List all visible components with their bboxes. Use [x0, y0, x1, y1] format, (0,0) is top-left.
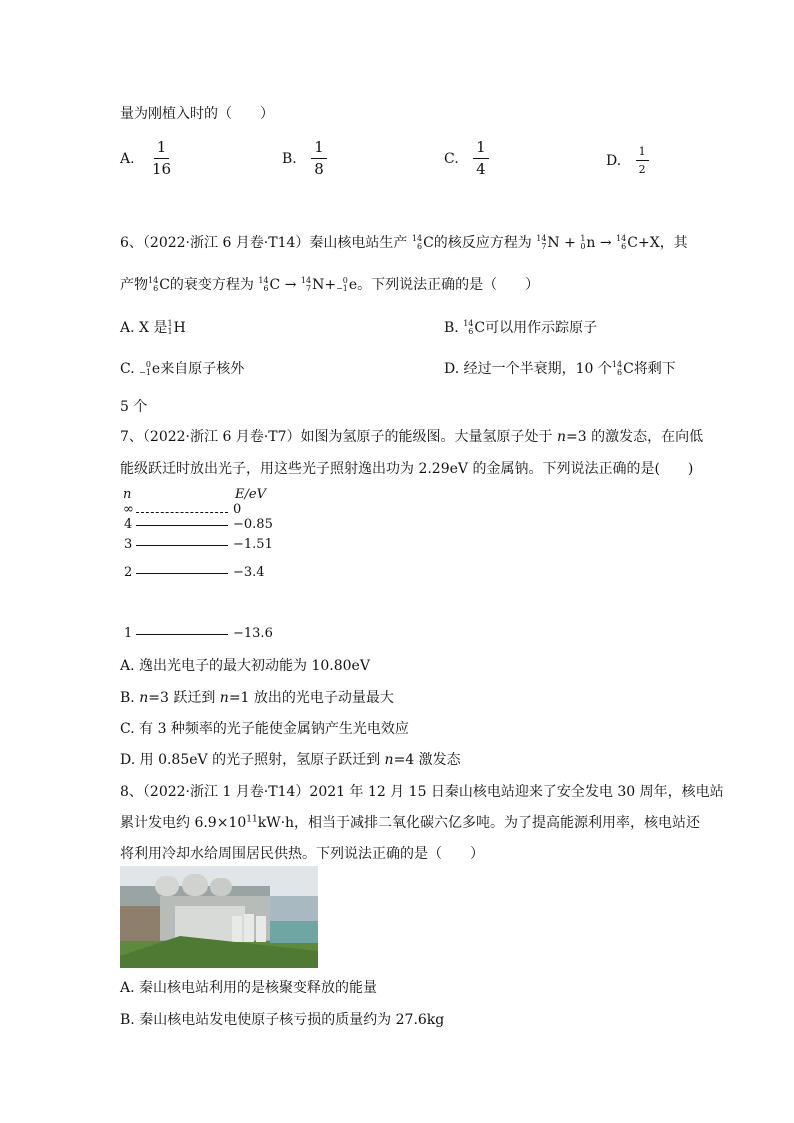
q6-option-b — [444, 317, 597, 337]
denominator: 2 — [638, 163, 646, 176]
question-number: 6、 — [120, 235, 143, 251]
q6-text: 的衰变方程为 — [169, 277, 254, 293]
q7-text: =3 的激发态，在向低 — [566, 429, 704, 445]
q6-option-c-text: 来自原子核外 — [160, 361, 245, 377]
q5-option-b-label: B. — [282, 150, 297, 167]
level-energy-label: −13.6 — [233, 626, 273, 641]
q6-stem-line1: 6、（2022·浙江 6 月卷·T14）秦山核电站生产 14 6 C的核反应方程为 14 7 N + 1 0 n → 14 6 C+X，其 — [120, 234, 688, 251]
q5-option-d-fraction — [636, 146, 649, 175]
q6-option-c-label: C. — [120, 361, 135, 377]
q7-option-a: A. 逸出光电子的最大初动能为 10.80eV — [120, 658, 370, 674]
neutron: 1 0 n — [580, 234, 596, 251]
c14-nuclide: 14 6 C — [411, 234, 434, 251]
numerator: 1 — [473, 140, 489, 159]
q8-text: 2021 年 12 月 15 日秦山核电站迎来了安全发电 30 周年，核电站 — [309, 784, 724, 800]
c14-nuclide: 14 6 C — [148, 276, 170, 293]
q6-text: 的核反应方程为 — [433, 235, 532, 251]
electron: 0 −1 e — [336, 276, 358, 293]
q5-option-c — [444, 140, 489, 177]
q5-stem-tail: 量为刚植入时的（ ） — [120, 106, 274, 122]
level-n-label: 2 — [124, 565, 133, 580]
level-line-1 — [136, 634, 228, 635]
nuclear-plant-illustration — [120, 866, 318, 968]
numerator: 1 — [154, 140, 170, 159]
q6-stem-line2: 产物 14 6 C的衰变方程为 14 6 C → 14 7 N+ 0 −1 e。下列说法正确的是（ ） — [120, 276, 540, 293]
q6-option-a-text: A. X 是 — [120, 320, 168, 336]
q8-stem-line3: 将利用冷却水给周围居民供热。下列说法正确的是（ ） — [120, 846, 484, 862]
question-number: 8、 — [120, 784, 143, 800]
n-variable: n — [556, 429, 566, 445]
c14-nuclide: 14 6 C — [258, 276, 281, 293]
level-n-label: ∞ — [123, 502, 134, 517]
q6-option-a — [120, 317, 186, 337]
question-source: （2022·浙江 6 月卷·T14） — [142, 235, 310, 251]
question-number: 7、 — [120, 429, 143, 445]
q5-option-b — [282, 140, 327, 177]
q8-stem-line1 — [120, 781, 724, 801]
q6-text: 产物 — [120, 277, 148, 293]
level-energy-label: −1.51 — [233, 537, 273, 552]
level-line-2 — [136, 573, 228, 574]
q5-option-c-label: C. — [444, 150, 459, 167]
q5-option-a-fraction — [149, 140, 174, 177]
q5-option-b-fraction — [311, 140, 327, 177]
q6-option-d-text: D. 经过一个半衰期，10 个 — [444, 361, 612, 377]
question-source: （2022·浙江 6 月卷·T7） — [142, 429, 301, 445]
q5-option-c-fraction — [473, 140, 489, 177]
numerator: 1 — [311, 140, 327, 159]
q6-text: 。下列说法正确的是（ ） — [357, 277, 540, 293]
q6-text: 秦山核电站生产 — [309, 235, 408, 251]
q8-text: 累计发电约 6.9×10 — [120, 815, 247, 831]
q7-option-c: C. 有 3 种频率的光子能使金属钠产生光电效应 — [120, 721, 409, 737]
energy-axis-header: E/eV — [235, 487, 266, 502]
q6-option-d — [444, 358, 676, 378]
nuclear-plant-photo — [120, 866, 318, 968]
level-energy-label: 0 — [233, 502, 242, 517]
question-source: （2022·浙江 1 月卷·T14） — [142, 784, 310, 800]
q6-option-d-text: 将剩下 — [633, 361, 676, 377]
denominator: 4 — [476, 160, 486, 178]
q7-text: =4 激发态 — [393, 752, 461, 768]
c14-nuclide: 14 6 C — [463, 319, 486, 336]
electron: 0 −1 e — [139, 360, 161, 377]
q6-option-b-text: 可以用作示踪原子 — [485, 320, 598, 336]
q8-option-a: A. 秦山核电站利用的是核聚变释放的能量 — [120, 980, 378, 996]
level-n-label: 4 — [124, 517, 133, 532]
level-line-3 — [136, 545, 228, 546]
numerator: 1 — [636, 146, 649, 161]
q5-option-a-label: A. — [120, 150, 135, 167]
q6-text: ，其 — [659, 235, 688, 251]
q8-option-b: B. 秦山核电站发电使原子核亏损的质量约为 27.6kg — [120, 1012, 445, 1028]
denominator: 16 — [152, 160, 172, 178]
q8-stem-line2 — [120, 812, 700, 832]
n14-nuclide: 14 7 N — [300, 276, 325, 293]
q7-text: 如图为氢原子的能级图。大量氢原子处于 — [300, 429, 557, 445]
q6-option-c — [120, 358, 244, 378]
h1-nuclide: 1 1 H — [167, 319, 186, 336]
level-energy-label: −3.4 — [233, 565, 265, 580]
q7-text: =1 放出的光电子动量最大 — [228, 690, 394, 706]
n-axis-header: n — [123, 487, 132, 502]
n14-nuclide: 14 7 N — [536, 234, 560, 251]
q7-text: D. 用 0.85eV 的光子照射，氢原子跃迁到 — [120, 752, 385, 768]
q5-option-a — [120, 140, 174, 177]
exponent: 11 — [246, 814, 258, 825]
q8-text: kW·h，相当于减排二氧化碳六亿多吨。为了提高能源利用率，核电站还 — [257, 815, 701, 831]
q5-option-d — [606, 146, 649, 175]
n-variable: n — [139, 690, 149, 706]
n-variable: n — [219, 690, 229, 706]
n-variable: n — [384, 752, 394, 768]
level-line-4 — [136, 525, 228, 526]
q7-stem-line2: 能级跃迁时放出光子，用这些光子照射逸出功为 2.29eV 的金属钠。下列说法正确的是( ) — [120, 461, 694, 477]
q6-option-b-label: B. — [444, 320, 459, 336]
q6-option-d-tail: 5 个 — [120, 399, 148, 415]
level-n-label: 1 — [124, 626, 133, 641]
q7-option-b — [120, 687, 394, 707]
q7-text: =3 跃迁到 — [148, 690, 220, 706]
c14-nuclide: 14 6 C — [611, 360, 634, 377]
denominator: 8 — [314, 160, 324, 178]
q7-option-d — [120, 749, 461, 769]
level-n-label: 3 — [124, 537, 133, 552]
q7-option-b-label: B. — [120, 690, 140, 706]
level-line-infinity — [136, 512, 228, 513]
level-energy-label: −0.85 — [233, 517, 273, 532]
q7-stem-line1 — [120, 426, 703, 446]
c14-nuclide: 14 6 C — [616, 234, 638, 251]
q5-option-d-label: D. — [606, 152, 622, 169]
